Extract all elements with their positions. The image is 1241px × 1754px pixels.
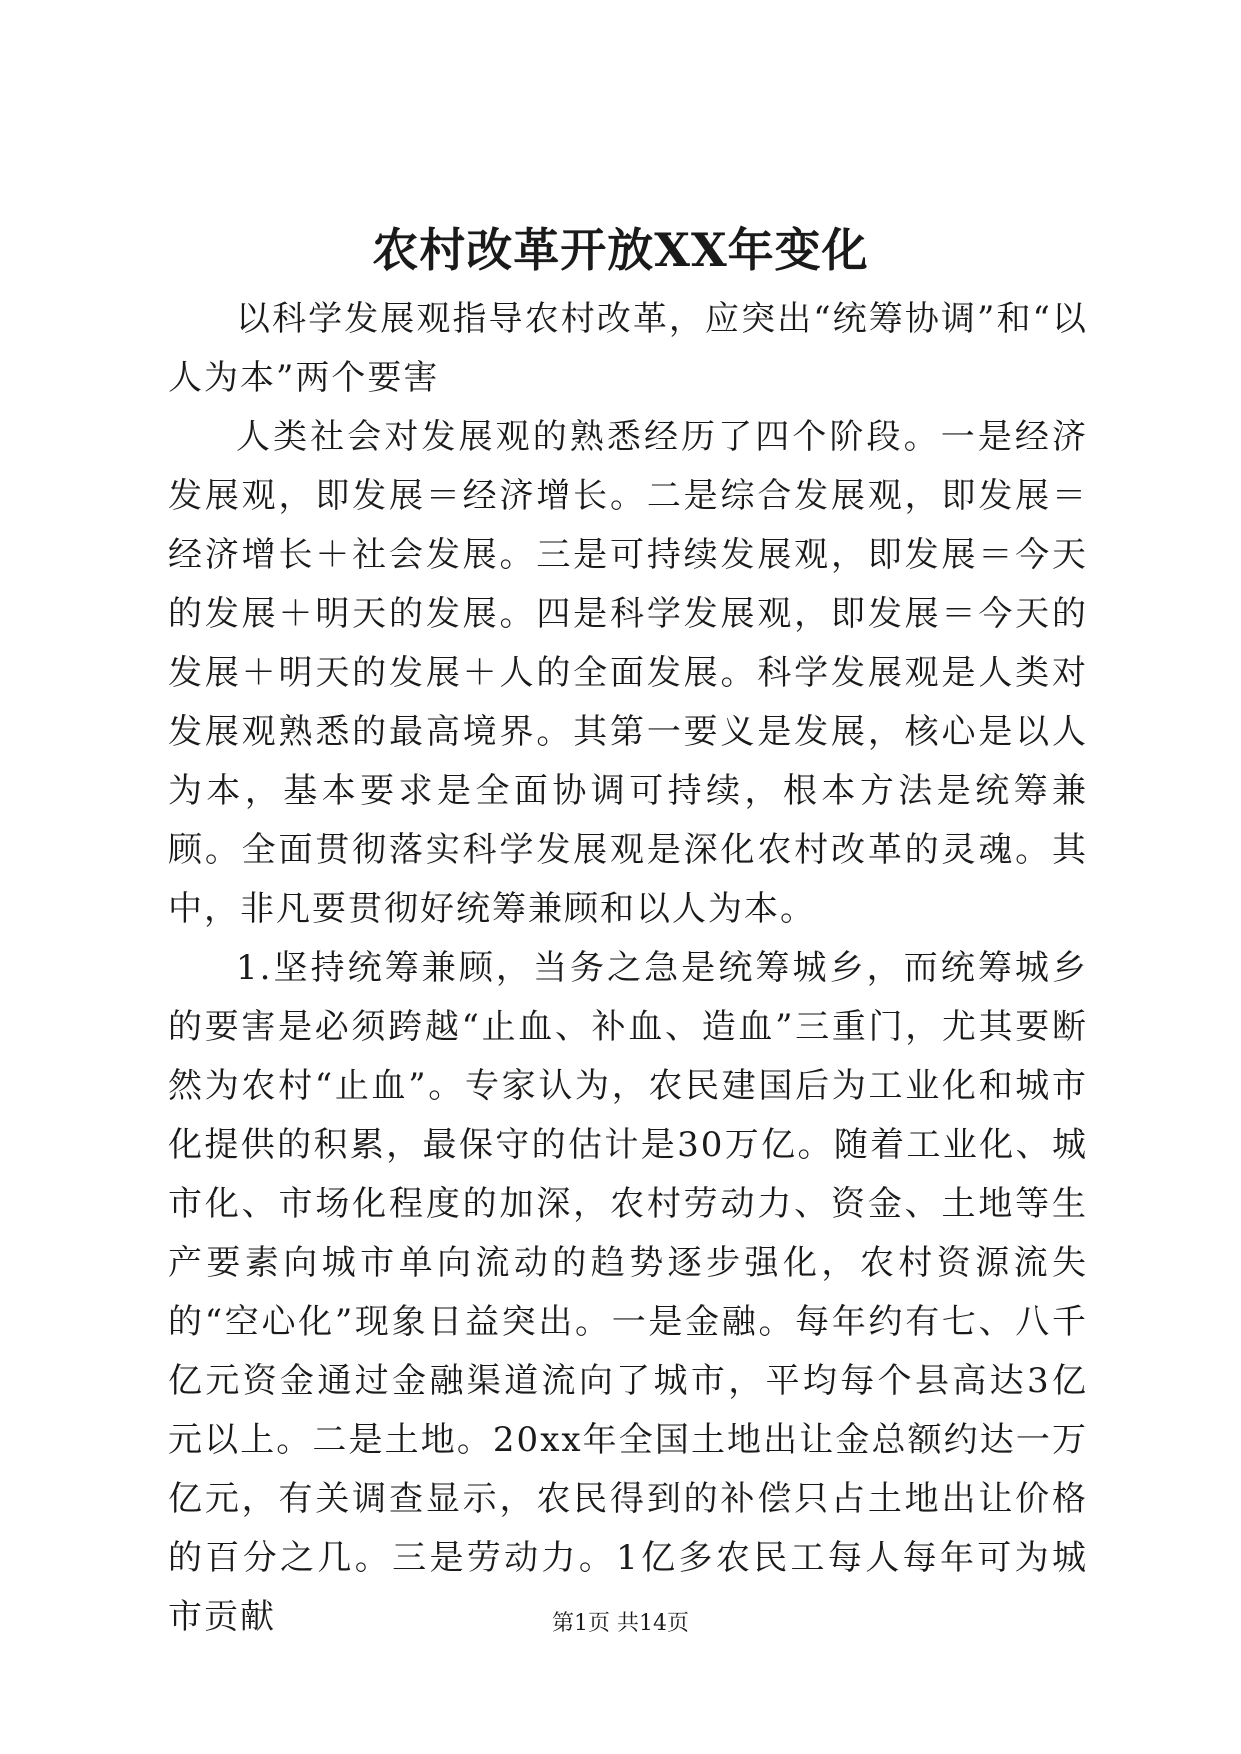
document-title: 农村改革开放XX年变化 xyxy=(372,223,869,277)
paragraph-overall-planning: 1.坚持统筹兼顾，当务之急是统筹城乡，而统筹城乡的要害是必须跨越“止血、补血、造血”三重门，尤其要断然为农村“止血”。专家认为，农民建国后为工业化和城市化提供的积累，最保守的估计是30万亿。随着工业化、城市化、市场化程度的加深，农村劳动力、资金、土地等生产要素向城市单向流动的趋势逐步强化，农村资源流失的“空心化”现象日益突出。一是金融。每年约有七、八千亿元资金通过金融渠道流向了城市，平均每个县高达3亿元以上。二是土地。20xx年全国土地出让金总额约达一万亿元，有关调查显示，农民得到的补偿只占土地出让价格的百分之几。三是劳动力。1亿多农民工每人每年可为城市贡献 xyxy=(168,948,1088,1637)
page-number-footer: 第1页 共14页 xyxy=(552,1611,689,1636)
document-body xyxy=(168,290,1088,1647)
paragraph-subtitle: 以科学发展观指导农村改革，应突出“统筹协调”和“以人为本”两个要害 xyxy=(168,299,1088,398)
paragraph-development-views: 人类社会对发展观的熟悉经历了四个阶段。一是经济发展观，即发展＝经济增长。二是综合发展观，即发展＝经济增长＋社会发展。三是可持续发展观，即发展＝今天的发展＋明天的发展。四是科学发展观，即发展＝今天的发展＋明天的发展＋人的全面发展。科学发展观是人类对发展观熟悉的最高境界。其第一要义是发展，核心是以人为本，基本要求是全面协调可持续，根本方法是统筹兼顾。全面贯彻落实科学发展观是深化农村改革的灵魂。其中，非凡要贯彻好统筹兼顾和以人为本。 xyxy=(168,417,1088,929)
